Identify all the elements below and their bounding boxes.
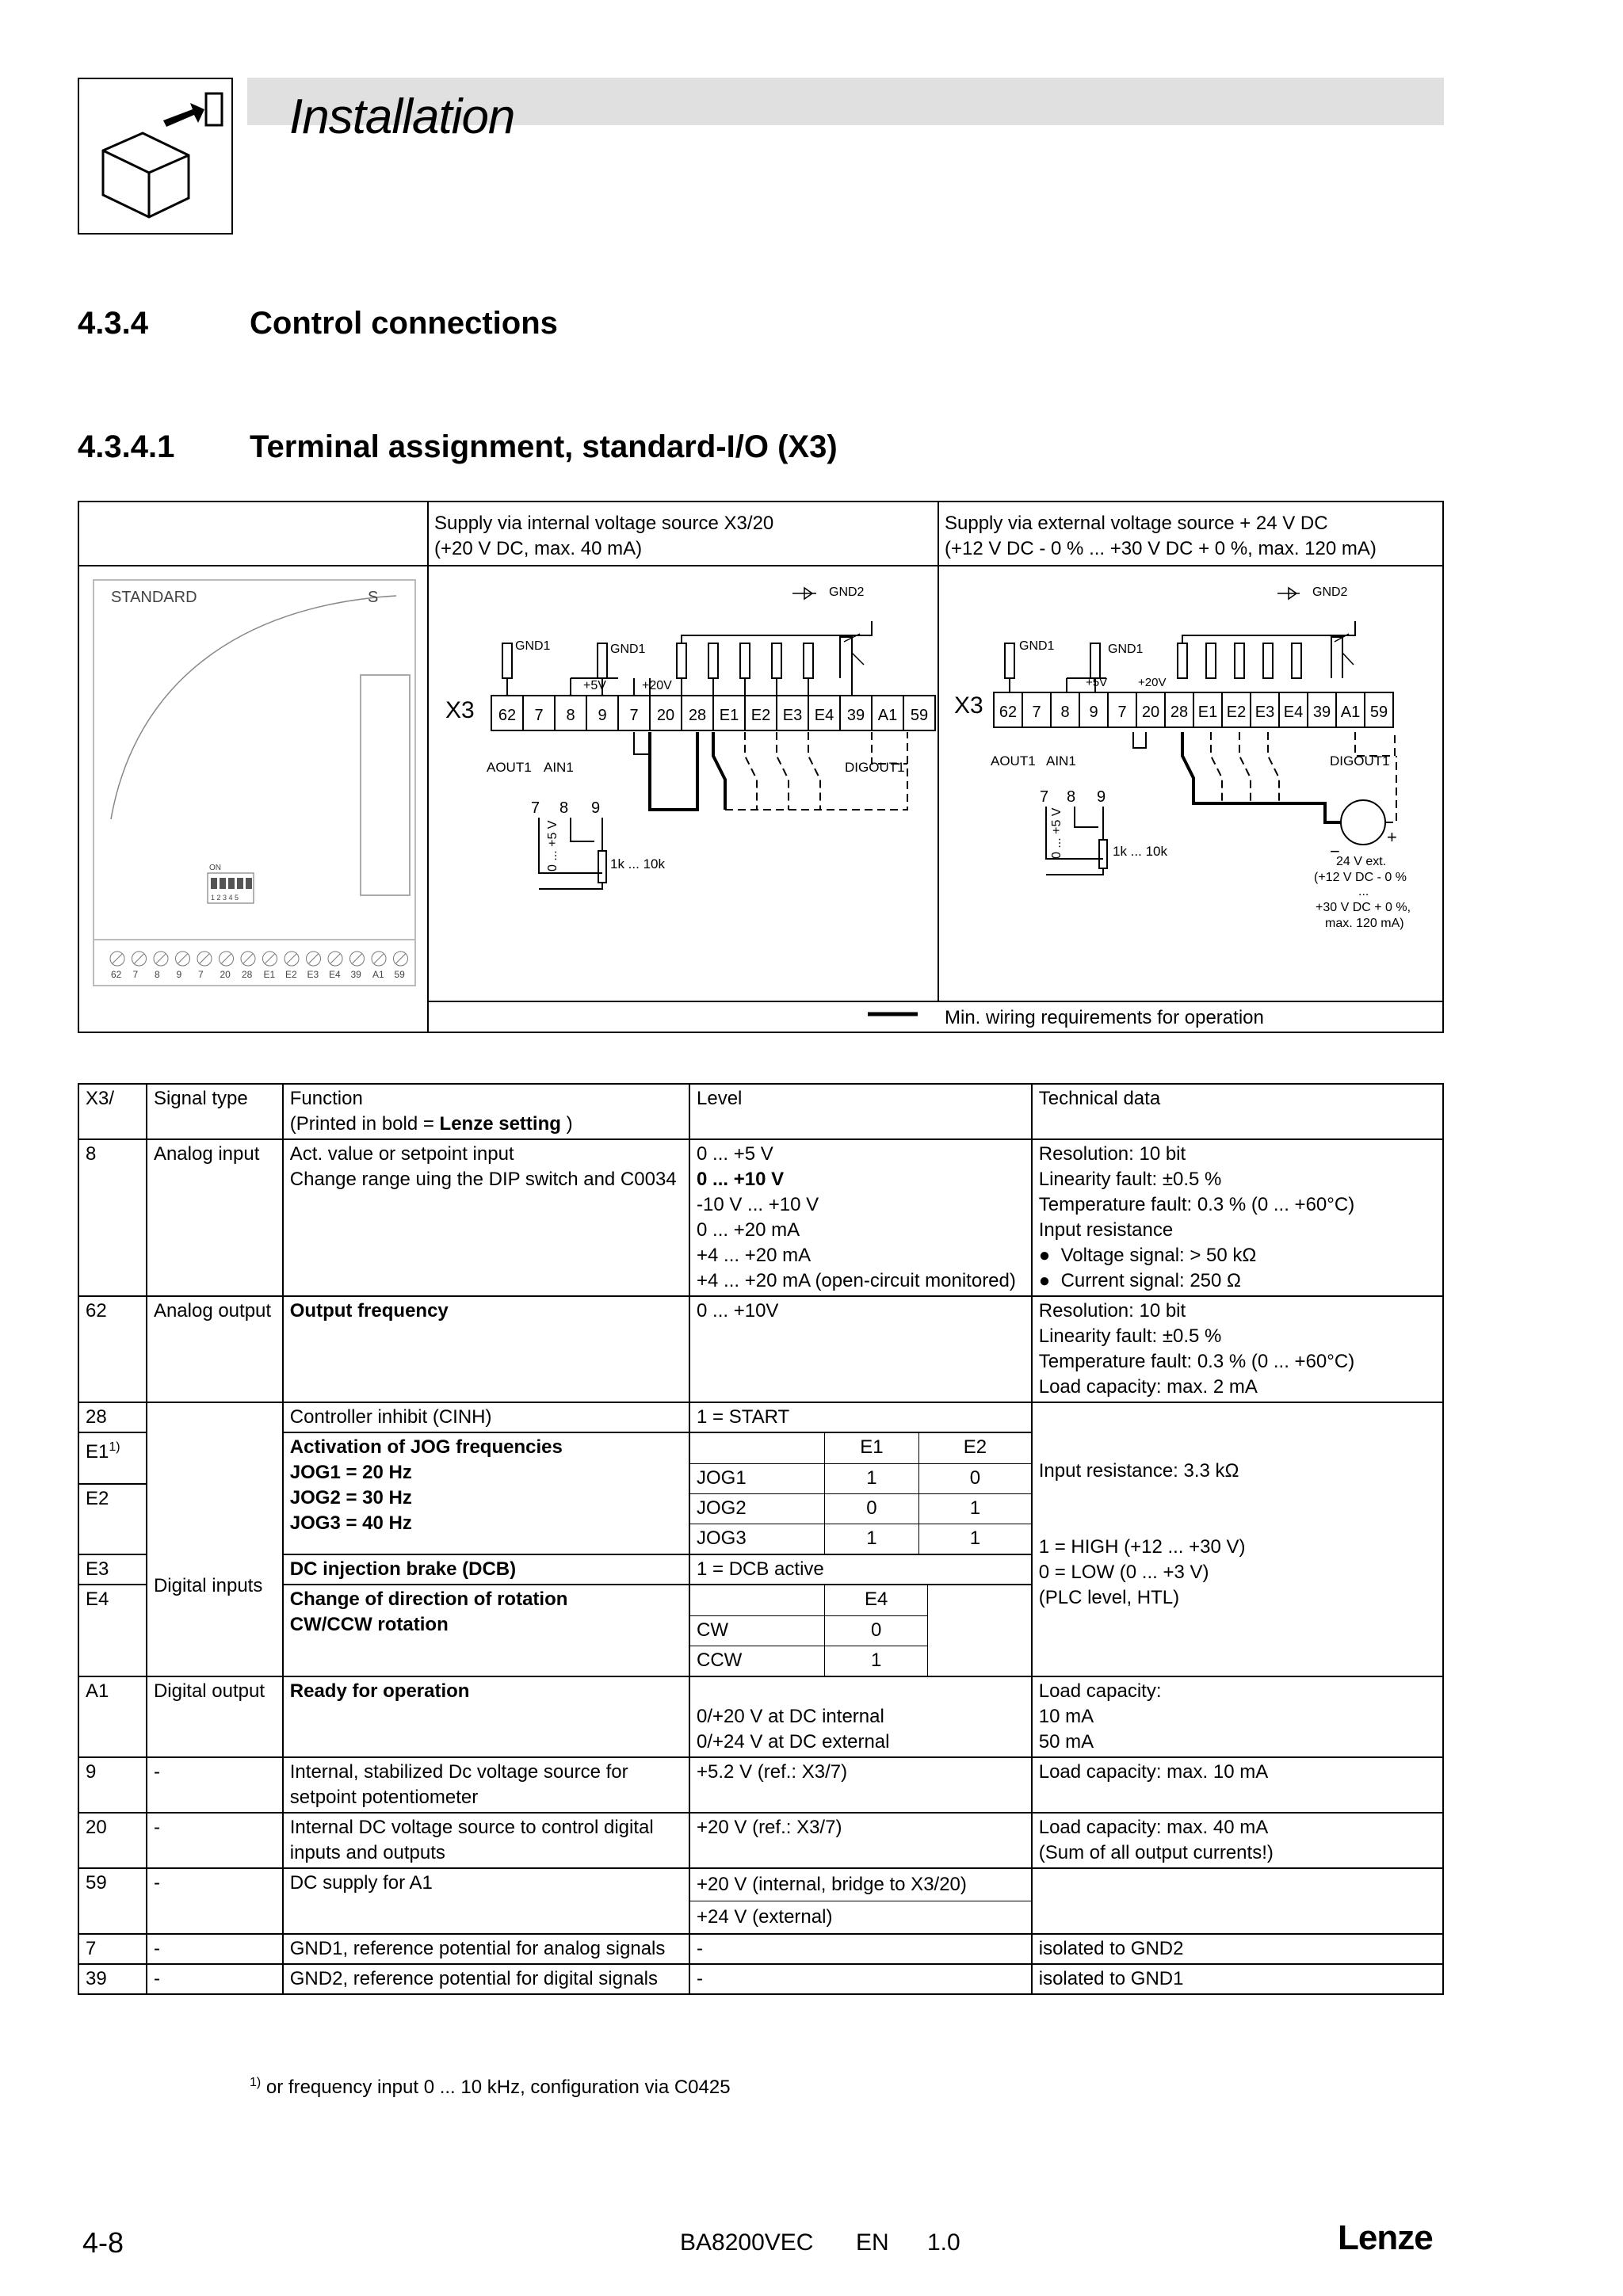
terminal-59: 59 [910, 706, 929, 724]
svg-text:AOUT1: AOUT1 [991, 753, 1036, 769]
internal-supply-circuit [445, 585, 935, 889]
svg-text:GND1: GND1 [1108, 643, 1144, 656]
module-label: STANDARD [111, 589, 197, 606]
table-row: E1$^{1)}$ Activation of JOG frequencies JOG1 = 20 Hz JOG2 = 30 Hz JOG3 = 40 Hz E1 E2 JOG1 1 0 JOG2 0 1 JOG3 1 1 [78, 1432, 1443, 1484]
svg-text:+5V: +5V [1086, 676, 1108, 689]
terminal-7: 7 [629, 706, 639, 724]
terminal-A1: A1 [877, 706, 898, 724]
terminal-E1: E1 [1197, 703, 1218, 721]
subsection-number: 4.3.4.1 [78, 429, 175, 464]
svg-text:24 V ext.: 24 V ext. [1336, 855, 1387, 868]
terminal-A1: A1 [1340, 703, 1361, 721]
svg-text:GND1: GND1 [1019, 639, 1055, 653]
table-row: E4 Change of direction of rotation CW/CCW rotation E4 CW 0 CCW 1 [78, 1585, 1443, 1676]
terminal-E4: E4 [1283, 703, 1304, 721]
svg-text:ON: ON [209, 864, 221, 872]
module-terminal-label: E1 [263, 969, 276, 980]
subsection-title: Terminal assignment, standard-I/O (X3) [250, 429, 838, 464]
table-row: 7 - GND1, reference potential for analog signals - isolated to GND2 [78, 1934, 1443, 1964]
signal-type-digital-inputs: Digital inputs [147, 1402, 283, 1676]
svg-text:DIGOUT1: DIGOUT1 [845, 760, 905, 775]
module-terminal-label: E3 [307, 969, 319, 980]
terminal-E3: E3 [782, 706, 803, 724]
module-terminal-label: E4 [329, 969, 341, 980]
col-header-signal-type: Signal type [147, 1084, 283, 1139]
terminal-7: 7 [534, 706, 544, 724]
svg-text:+5V: +5V [583, 679, 606, 692]
table-row: 9 - Internal, stabilized Dc voltage source for setpoint potentiometer +5.2 V (ref.: X3/7) Load capacity: max. 10 mA [78, 1757, 1443, 1813]
svg-text:1k ... 10k: 1k ... 10k [1113, 844, 1167, 859]
col-header-technical-data: Technical data [1032, 1084, 1443, 1139]
doc-id: BA8200VEC [680, 2229, 814, 2256]
terminal-8: 8 [566, 706, 575, 724]
svg-text:(+12 V DC - 0 %: (+12 V DC - 0 % [1314, 871, 1407, 884]
svg-text:DIGOUT1: DIGOUT1 [1330, 753, 1390, 769]
svg-text:+30 V DC + 0 %,: +30 V DC + 0 %, [1316, 901, 1411, 914]
svg-text:GND2: GND2 [1312, 585, 1348, 599]
col-header-x3: X3/ [78, 1084, 147, 1139]
svg-text:GND2: GND2 [829, 585, 865, 599]
svg-text:GND1: GND1 [515, 639, 551, 653]
module-s: S [368, 589, 379, 606]
terminal-9: 9 [1089, 703, 1098, 721]
terminal-62: 62 [999, 703, 1018, 721]
jog-truth-table: E1 E2 JOG1 1 0 JOG2 0 1 JOG3 1 1 [690, 1433, 1031, 1554]
lenze-logo: Lenze [1338, 2218, 1433, 2257]
svg-text:AIN1: AIN1 [1046, 753, 1076, 769]
module-terminal-label: 7 [132, 969, 139, 980]
table-row: 39 - GND2, reference potential for digital signals - isolated to GND1 [78, 1964, 1443, 1994]
svg-text:9: 9 [1097, 788, 1106, 806]
col-header-function: Function (Printed in bold = Lenze setting ) [283, 1084, 689, 1139]
module-terminal-label: 20 [220, 969, 231, 980]
terminal-20: 20 [656, 706, 675, 724]
terminal-E4: E4 [814, 706, 834, 724]
table-header-row [78, 1084, 1443, 1139]
table-row: 59 - DC supply for A1 +20 V (internal, bridge to X3/20) +24 V (external) [78, 1868, 1443, 1934]
terminal-E1: E1 [719, 706, 739, 724]
right-header-line1: Supply via external voltage source + 24 V DC [945, 513, 1328, 534]
module-terminal-label: 9 [176, 969, 182, 980]
terminal-28: 28 [688, 706, 707, 724]
table-row: 28 Digital inputs Controller inhibit (CINH) 1 = START Input resistance: 3.3 kΩ 1 = HIGH (+12 ... +30 V) 0 = LOW (0 ... +3 V) (PLC level, HTL) [78, 1402, 1443, 1432]
table-row: E2 [78, 1484, 1443, 1554]
terminal-39: 39 [1312, 703, 1331, 721]
module-terminal-label: 8 [155, 969, 160, 980]
terminal-20: 20 [1141, 703, 1160, 721]
module-terminal-label: 7 [198, 969, 204, 980]
controller-module [94, 580, 415, 986]
terminal-59: 59 [1369, 703, 1388, 721]
svg-text:...: ... [1358, 885, 1369, 898]
svg-text:AOUT1: AOUT1 [487, 760, 532, 775]
svg-text:8: 8 [1067, 788, 1076, 806]
svg-text:1 2 3 4 5: 1 2 3 4 5 [211, 894, 239, 902]
svg-text:AIN1: AIN1 [544, 760, 574, 775]
module-terminal-label: 59 [394, 969, 405, 980]
table-row: E3 DC injection brake (DCB) 1 = DCB active [78, 1554, 1443, 1585]
table-row: A1 Digital output Ready for operation 0/+20 V at DC internal 0/+24 V at DC external Load capacity: 10 mA 50 mA [78, 1676, 1443, 1757]
terminal-39: 39 [846, 706, 865, 724]
wiring-diagram [78, 501, 1444, 1033]
section-number: 4.3.4 [78, 306, 148, 341]
svg-text:0 ... +5 V: 0 ... +5 V [546, 820, 559, 871]
svg-text:+: + [1387, 827, 1397, 847]
terminal-7: 7 [1032, 703, 1041, 721]
svg-text:0 ... +5 V: 0 ... +5 V [1050, 807, 1064, 859]
svg-text:9: 9 [591, 799, 601, 817]
table-row: 62 Analog output Output frequency 0 ... +10V Resolution: 10 bit Linearity fault: ±0.5 % Temperature fault: 0.3 % (0 ... +60°C) Load capacity: max. 2 mA [78, 1296, 1443, 1402]
svg-text:max. 120 mA): max. 120 mA) [1325, 917, 1404, 930]
svg-text:GND1: GND1 [610, 643, 646, 656]
page-title: Installation [289, 90, 515, 144]
x3-label-right: X3 [954, 692, 983, 719]
module-terminal-label: 28 [242, 969, 253, 980]
module-terminal-label: E2 [285, 969, 297, 980]
table-row: 8 Analog input Act. value or setpoint input Change range uing the DIP switch and C0034 0 ... +5 V 0 ... +10 V -10 V ... +10 V 0 ... +20 mA +4 ... +20 mA +4 ... +20 mA (open-circuit monitored) Resolution: 10 bit Linearity fault: ±0.5 % Temperature fault: 0.3 % (0 ... +60°C) Input resistance ● Voltage signal: > 50 kΩ ● Current signal: 250 Ω [78, 1139, 1443, 1296]
terminal-8: 8 [1060, 703, 1070, 721]
right-header-line2: (+12 V DC - 0 % ... +30 V DC + 0 %, max. 120 mA) [945, 538, 1377, 559]
module-terminal-label: A1 [372, 969, 384, 980]
terminal-28: 28 [1170, 703, 1189, 721]
x3-label-left: X3 [445, 697, 475, 723]
rotation-truth-table: E4 CW 0 CCW 1 [690, 1585, 928, 1676]
left-header-line2: (+20 V DC, max. 40 mA) [434, 538, 643, 559]
svg-text:7: 7 [1040, 788, 1049, 806]
svg-text:+20V: +20V [1138, 676, 1167, 689]
doc-version: 1.0 [927, 2229, 960, 2256]
terminal-7: 7 [1117, 703, 1127, 721]
table-row: 20 - Internal DC voltage source to control digital inputs and outputs +20 V (ref.: X3/7) Load capacity: max. 40 mA (Sum of all output currents!) [78, 1813, 1443, 1868]
terminal-assignment-table [78, 1083, 1444, 1995]
digital-inputs-tech: Input resistance: 3.3 kΩ 1 = HIGH (+12 ... +30 V) 0 = LOW (0 ... +3 V) (PLC level, HTL) [1032, 1402, 1443, 1676]
footnote: $^{1)}$ or frequency input 0 ... 10 kHz, configuration via C0425 [250, 2076, 731, 2098]
svg-text:−: − [1330, 841, 1340, 861]
module-terminal-label: 39 [350, 969, 361, 980]
section-title: Control connections [250, 306, 558, 341]
external-supply-circuit [954, 585, 1411, 930]
terminal-E2: E2 [1226, 703, 1247, 721]
svg-text:+20V: +20V [642, 679, 672, 692]
installation-icon [78, 78, 233, 235]
svg-text:7: 7 [531, 799, 540, 817]
doc-lang: EN [856, 2229, 889, 2256]
terminal-E2: E2 [750, 706, 771, 724]
terminal-E3: E3 [1254, 703, 1275, 721]
terminal-9: 9 [598, 706, 607, 724]
module-terminal-label: 62 [111, 969, 122, 980]
legend-text: Min. wiring requirements for operation [945, 1007, 1264, 1028]
col-header-level: Level [689, 1084, 1032, 1139]
left-header-line1: Supply via internal voltage source X3/20 [434, 513, 774, 534]
svg-text:1k ... 10k: 1k ... 10k [610, 856, 665, 871]
terminal-62: 62 [498, 706, 517, 724]
page-number: 4-8 [82, 2226, 124, 2259]
svg-text:8: 8 [559, 799, 569, 817]
